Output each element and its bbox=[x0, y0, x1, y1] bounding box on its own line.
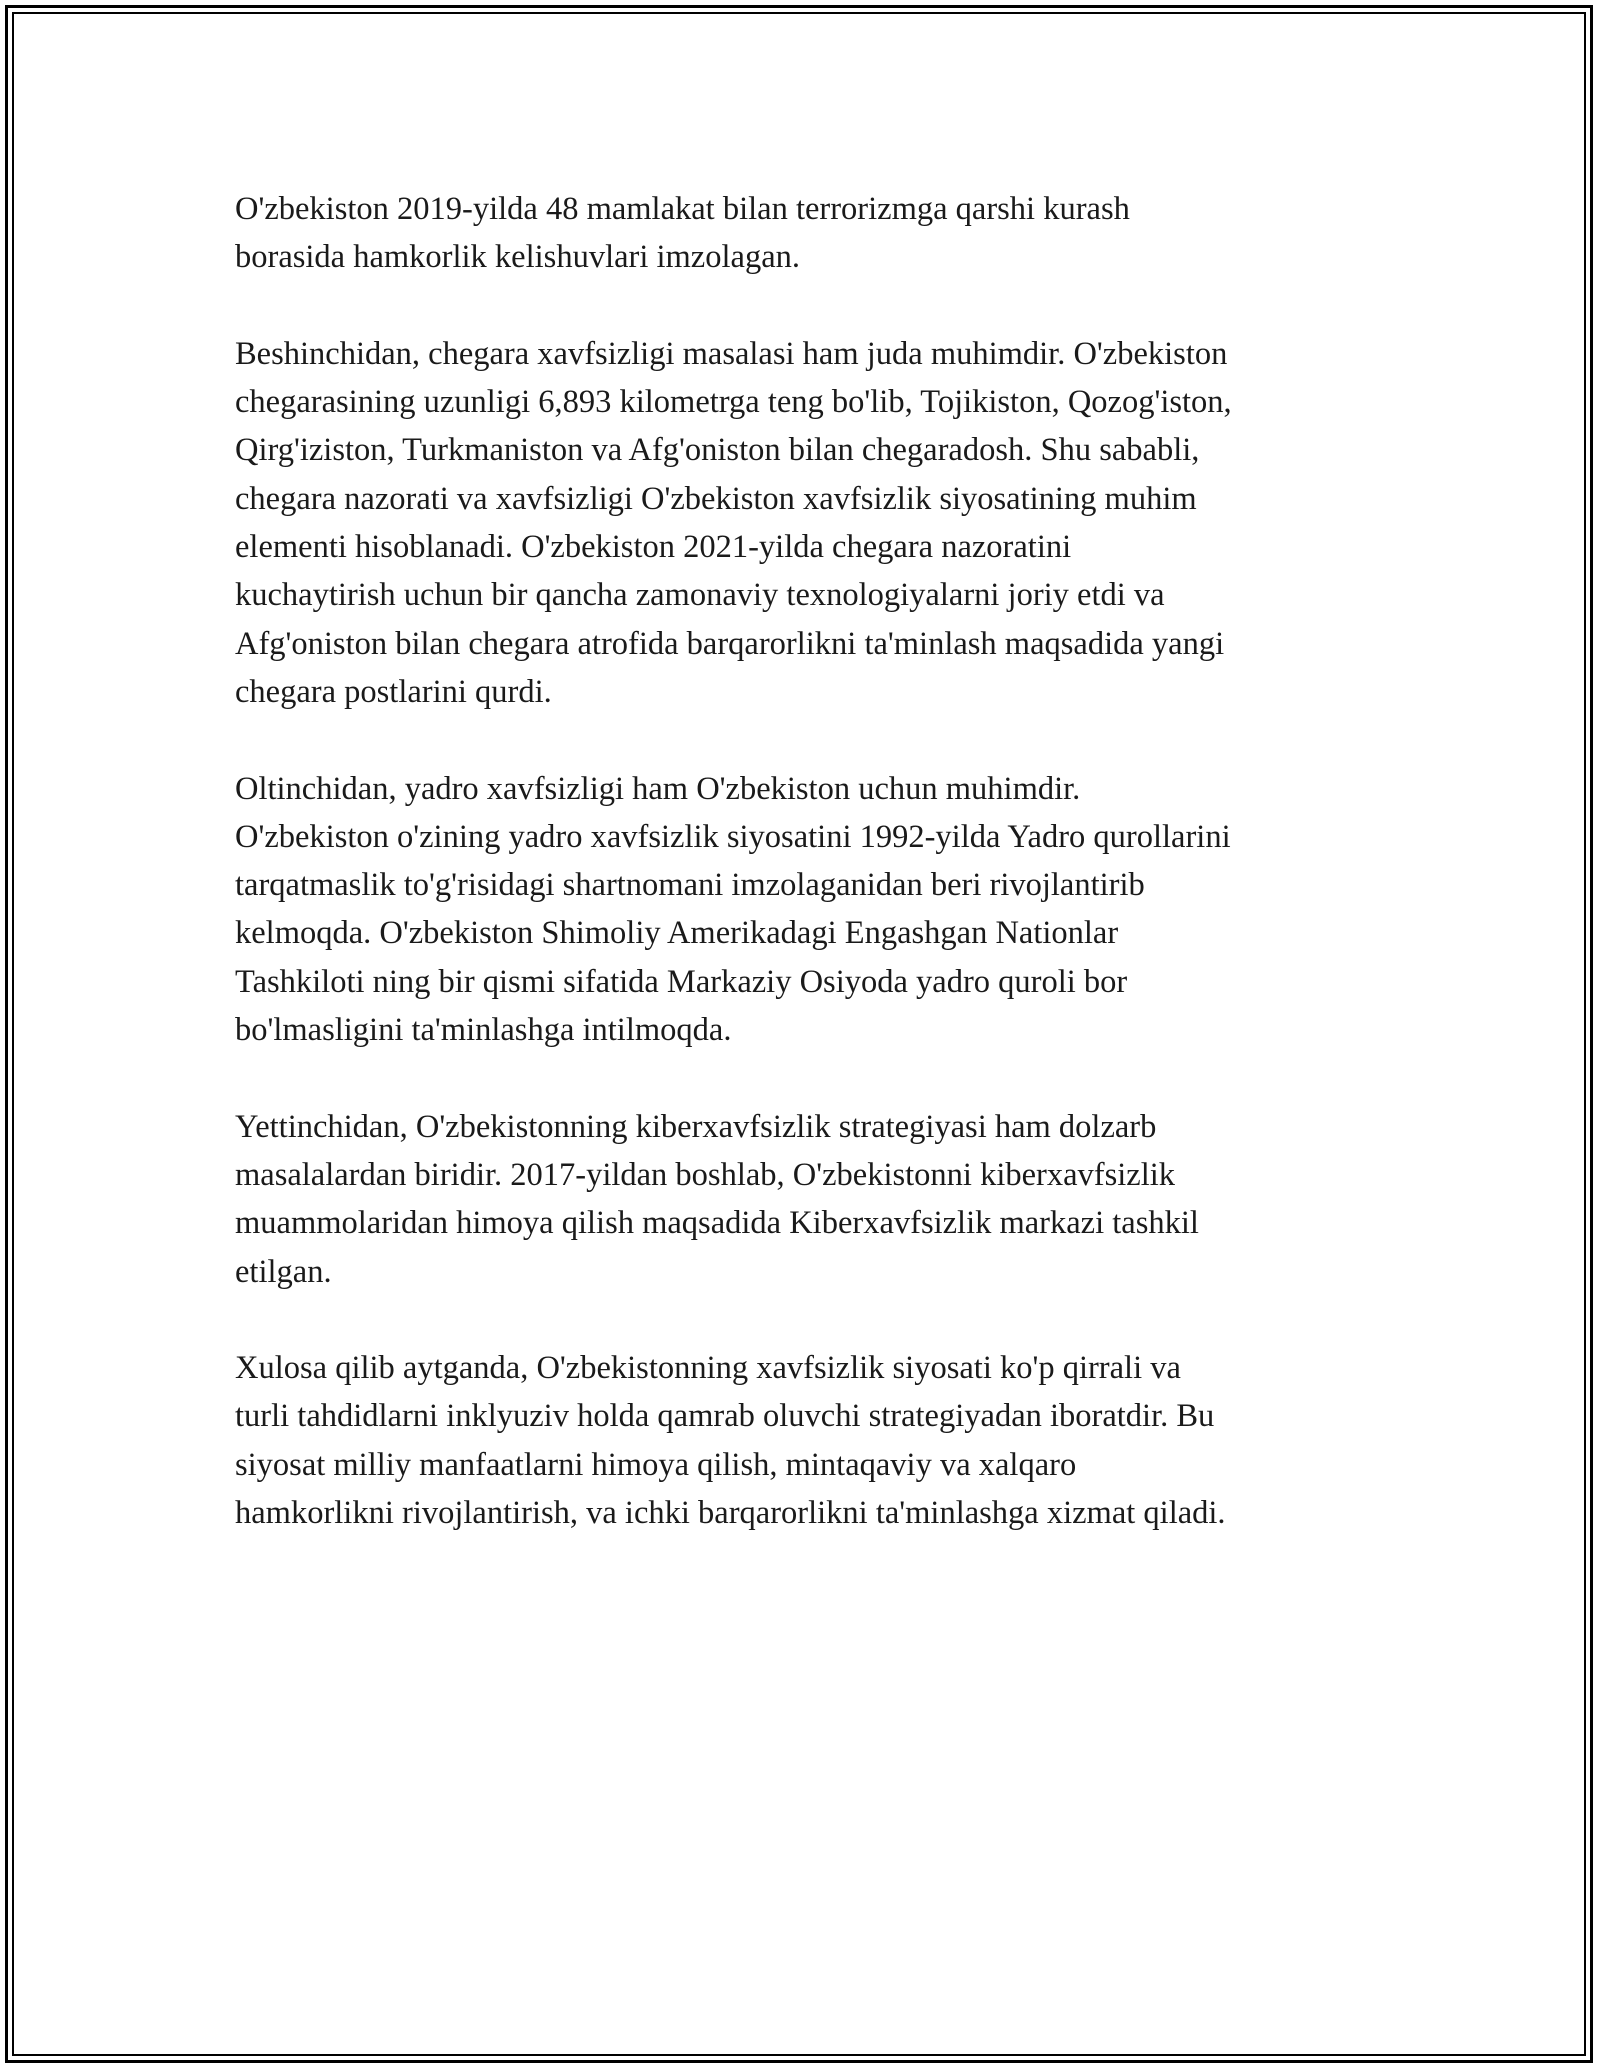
paragraph-1 bbox=[235, 185, 1385, 282]
text-line: muammolaridan himoya qilish maqsadida Kiberxavfsizlik markazi tashkil bbox=[235, 1205, 1199, 1242]
paragraph-2 bbox=[235, 330, 1385, 716]
text-line: chegara postlarini qurdi. bbox=[235, 673, 552, 710]
text-line: Yettinchidan, O'zbekistonning kiberxavfsizlik strategiyasi ham dolzarb bbox=[235, 1108, 1157, 1145]
paragraph-5 bbox=[235, 1344, 1385, 1537]
text-line: masalalardan biridir. 2017-yildan boshlab, O'zbekistonni kiberxavfsizlik bbox=[235, 1156, 1176, 1193]
text-line: Xulosa qilib aytganda, O'zbekistonning xavfsizlik siyosati ko'p qirrali va bbox=[235, 1350, 1181, 1387]
text-line: Beshinchidan, chegara xavfsizligi masalasi ham juda muhimdir. O'zbekiston bbox=[235, 335, 1228, 372]
text-line: O'zbekiston 2019-yilda 48 mamlakat bilan terrorizmga qarshi kurash bbox=[235, 191, 1130, 227]
text-line: siyosat milliy manfaatlarni himoya qilish, mintaqaviy va xalqaro bbox=[235, 1446, 1077, 1483]
document-body bbox=[235, 185, 1385, 1537]
text-line: Tashkiloti ning bir qismi sifatida Markaziy Osiyoda yadro quroli bor bbox=[235, 963, 1128, 1000]
text-line: Oltinchidan, yadro xavfsizligi ham O'zbekiston uchun muhimdir. bbox=[235, 770, 1081, 807]
text-line: kelmoqda. O'zbekiston Shimoliy Amerikadagi Engashgan Nationlar bbox=[235, 915, 1119, 952]
text-line: Afg'oniston bilan chegara atrofida barqarorlikni ta'minlash maqsadida yangi bbox=[235, 625, 1225, 662]
text-line: bo'lmasligini ta'minlashga intilmoqda. bbox=[235, 1012, 732, 1049]
text-line: Qirg'iziston, Turkmaniston va Afg'oniston bilan chegaradosh. Shu sababli, bbox=[235, 432, 1200, 469]
text-line: turli tahdidlarni inklyuziv holda qamrab oluvchi strategiyadan iboratdir. Bu bbox=[235, 1398, 1215, 1435]
paragraph-4 bbox=[235, 1103, 1385, 1296]
text-line: hamkorlikni rivojlantirish, va ichki barqarorlikni ta'minlashga xizmat qiladi. bbox=[235, 1495, 1226, 1532]
text-line: borasida hamkorlik kelishuvlari imzolagan. bbox=[235, 239, 800, 276]
text-line: elementi hisoblanadi. O'zbekiston 2021-yilda chegara nazoratini bbox=[235, 529, 1072, 566]
text-line: kuchaytirish uchun bir qancha zamonaviy texnologiyalarni joriy etdi va bbox=[235, 577, 1165, 614]
text-line: chegarasining uzunligi 6,893 kilometrga teng bo'lib, Tojikiston, Qozog'iston, bbox=[235, 384, 1232, 421]
text-line: tarqatmaslik to'g'risidagi shartnomani imzolaganidan beri rivojlantirib bbox=[235, 867, 1145, 904]
text-line: etilgan. bbox=[235, 1253, 332, 1290]
text-line: O'zbekiston o'zining yadro xavfsizlik siyosatini 1992-yilda Yadro qurollarini bbox=[235, 818, 1231, 855]
paragraph-3 bbox=[235, 765, 1385, 1055]
text-line: chegara nazorati va xavfsizligi O'zbekiston xavfsizlik siyosatining muhim bbox=[235, 480, 1197, 517]
